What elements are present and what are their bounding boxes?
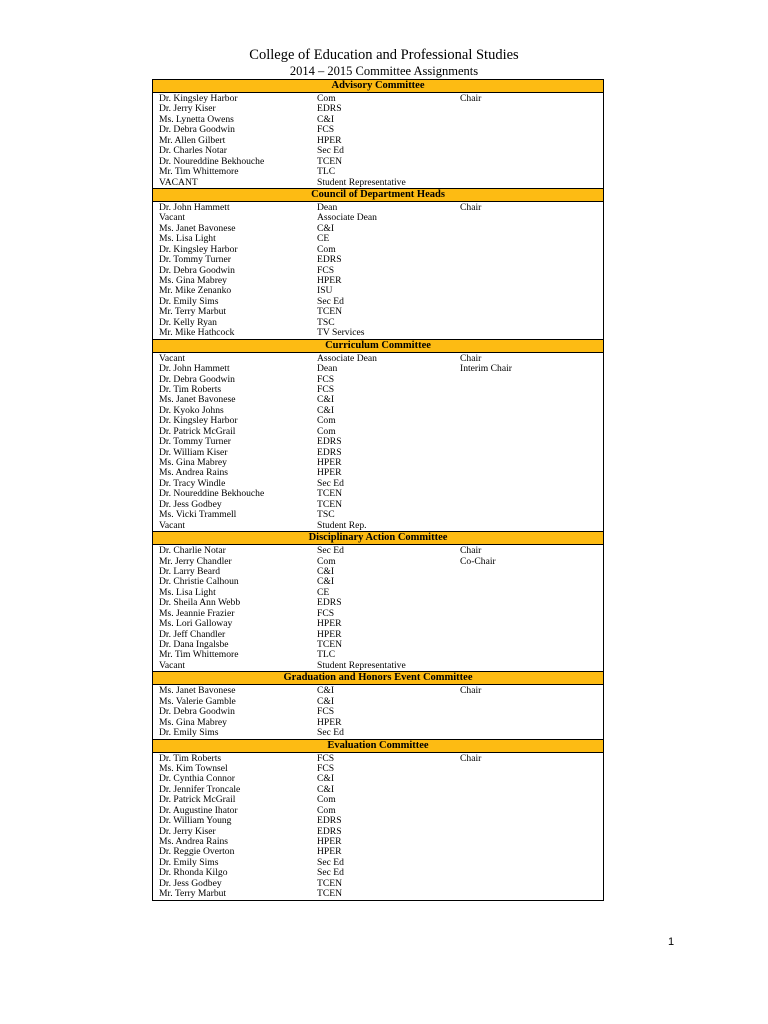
- member-role: Chair: [460, 201, 482, 213]
- member-department: C&I: [317, 773, 335, 785]
- member-department: HPER: [317, 618, 342, 630]
- member-department: C&I: [317, 113, 335, 125]
- member-department: EDRS: [317, 254, 342, 266]
- member-department: Dean: [317, 201, 338, 213]
- committee-section: [153, 188, 603, 339]
- member-department: TCEN: [317, 306, 343, 318]
- member-name: Dr. Kyoko Johns: [159, 404, 224, 416]
- member-department: FCS: [317, 607, 335, 619]
- member-department: FCS: [317, 373, 335, 385]
- member-name: Dr. Jeff Chandler: [159, 628, 226, 640]
- member-row: [153, 286, 603, 296]
- member-row: [153, 364, 603, 374]
- committee-section: [153, 531, 603, 671]
- member-name: Dr. Augustine Ihator: [159, 804, 238, 816]
- member-name: Mr. Jerry Chandler: [159, 555, 232, 567]
- member-name: Dr. Jerry Kiser: [159, 825, 216, 837]
- member-row: [153, 94, 603, 104]
- member-department: Associate Dean: [317, 352, 377, 364]
- member-department: TLC: [317, 166, 336, 178]
- member-row: [153, 847, 603, 857]
- member-role: Chair: [460, 752, 482, 764]
- member-department: Com: [317, 555, 336, 567]
- member-department: FCS: [317, 383, 335, 395]
- member-name: Ms. Janet Bavonese: [159, 222, 236, 234]
- member-row: [153, 224, 603, 234]
- member-department: HPER: [317, 275, 342, 286]
- committee-table: [152, 79, 604, 901]
- committee-member-list: [153, 685, 603, 738]
- document-title: College of Education and Professional Studies: [249, 47, 519, 63]
- member-name: Dr. Reggie Overton: [159, 846, 235, 858]
- member-name: Ms. Andrea Rains: [159, 467, 229, 479]
- member-row: [153, 178, 603, 188]
- member-row: [153, 546, 603, 556]
- committee-section: [153, 80, 603, 188]
- member-department: Student Rep.: [317, 519, 367, 531]
- member-row: [153, 557, 603, 567]
- member-name: VACANT: [159, 176, 198, 188]
- page-number: 1: [668, 936, 675, 948]
- member-department: EDRS: [317, 446, 342, 458]
- member-name: Dr. Jess Godbey: [159, 498, 222, 510]
- member-name: Dr. Tim Roberts: [159, 383, 222, 395]
- member-department: FCS: [317, 264, 335, 276]
- member-name: Ms. Jeannie Frazier: [159, 607, 235, 619]
- member-department: Sec Ed: [317, 727, 344, 739]
- member-name: Ms. Gina Mabrey: [159, 275, 227, 286]
- member-name: Ms. Janet Bavonese: [159, 685, 236, 697]
- member-department: Student Representative: [317, 176, 406, 188]
- member-name: Dr. Noureddine Bekhouche: [159, 488, 265, 500]
- committee-section: [153, 339, 603, 531]
- member-name: Mr. Tim Whittemore: [159, 166, 239, 178]
- member-name: Dr. Emily Sims: [159, 727, 219, 739]
- member-row: [153, 255, 603, 265]
- member-department: C&I: [317, 404, 335, 416]
- member-row: [153, 619, 603, 629]
- member-role: Chair: [460, 352, 482, 364]
- member-name: Dr. Emily Sims: [159, 295, 219, 307]
- member-department: C&I: [317, 576, 335, 588]
- member-name: Dr. William Kiser: [159, 446, 228, 458]
- member-name: Mr. Mike Hathcock: [159, 327, 235, 339]
- member-name: Dr. Jennifer Troncale: [159, 783, 241, 795]
- member-name: Dr. Charles Notar: [159, 145, 227, 157]
- member-department: TCEN: [317, 639, 343, 650]
- committee-header: Evaluation Committee: [153, 739, 603, 753]
- member-department: Com: [317, 804, 336, 816]
- member-name: Dr. John Hammett: [159, 363, 230, 375]
- committee-member-list: [153, 93, 603, 188]
- member-row: [153, 203, 603, 213]
- member-role: Co-Chair: [460, 555, 496, 567]
- member-department: Sec Ed: [317, 867, 344, 879]
- member-name: Dr. Cynthia Connor: [159, 773, 235, 785]
- member-name: Dr. Debra Goodwin: [159, 373, 235, 385]
- committee-header: Graduation and Honors Event Committee: [153, 671, 603, 685]
- member-row: [153, 328, 603, 338]
- member-role: Chair: [460, 685, 482, 697]
- committee-section: [153, 671, 603, 738]
- member-department: Associate Dean: [317, 212, 377, 224]
- member-department: C&I: [317, 783, 335, 795]
- member-name: Mr. Tim Whittemore: [159, 649, 239, 661]
- member-name: Dr. Tracy Windle: [159, 477, 226, 489]
- member-name: Ms. Gina Mabrey: [159, 457, 227, 468]
- page-header: [0, 47, 768, 79]
- member-name: Dr. Jerry Kiser: [159, 103, 216, 115]
- member-department: HPER: [317, 846, 342, 858]
- member-department: Sec Ed: [317, 545, 344, 557]
- member-row: [153, 521, 603, 531]
- member-row: [153, 889, 603, 899]
- member-name: Dr. Dana Ingalsbe: [159, 639, 229, 650]
- member-department: TCEN: [317, 888, 343, 900]
- member-department: Sec Ed: [317, 295, 344, 307]
- member-department: FCS: [317, 762, 335, 774]
- member-name: Dr. Rhonda Kilgo: [159, 867, 228, 879]
- member-row: [153, 728, 603, 738]
- member-name: Dr. Emily Sims: [159, 856, 219, 868]
- committee-header: Advisory Committee: [153, 80, 603, 93]
- member-name: Vacant: [159, 352, 186, 364]
- member-row: [153, 510, 603, 520]
- member-row: [153, 577, 603, 587]
- committee-member-list: [153, 202, 603, 339]
- member-department: TCEN: [317, 155, 343, 167]
- member-row: [153, 718, 603, 728]
- member-department: EDRS: [317, 103, 342, 115]
- member-name: Mr. Terry Marbut: [159, 306, 227, 318]
- member-row: [153, 816, 603, 826]
- member-name: Ms. Lisa Light: [159, 586, 216, 598]
- member-department: TV Services: [317, 327, 365, 339]
- member-department: EDRS: [317, 436, 342, 448]
- member-name: Dr. Kingsley Harbor: [159, 243, 238, 255]
- member-department: TCEN: [317, 877, 343, 889]
- member-department: TCEN: [317, 488, 343, 500]
- member-department: ISU: [317, 285, 333, 297]
- member-department: Com: [317, 794, 336, 806]
- member-department: Com: [317, 425, 336, 437]
- member-department: Com: [317, 93, 336, 104]
- member-row: [153, 307, 603, 317]
- member-department: CE: [317, 233, 330, 245]
- member-department: TCEN: [317, 498, 343, 510]
- member-department: TLC: [317, 649, 336, 661]
- member-name: Mr. Allen Gilbert: [159, 134, 226, 146]
- committee-header: Curriculum Committee: [153, 339, 603, 353]
- member-name: Vacant: [159, 519, 186, 531]
- document-subtitle: 2014 – 2015 Committee Assignments: [289, 64, 479, 78]
- member-department: HPER: [317, 716, 342, 728]
- member-name: Dr. Jess Godbey: [159, 877, 222, 889]
- member-department: TSC: [317, 509, 335, 521]
- member-department: Com: [317, 415, 336, 427]
- member-department: EDRS: [317, 825, 342, 837]
- member-department: Sec Ed: [317, 477, 344, 489]
- member-department: CE: [317, 586, 330, 598]
- member-name: Ms. Lynetta Owens: [159, 113, 234, 125]
- member-name: Dr. Patrick McGrail: [159, 425, 236, 437]
- committee-header: Council of Department Heads: [153, 188, 603, 202]
- member-department: FCS: [317, 752, 335, 764]
- member-name: Ms. Lisa Light: [159, 233, 216, 245]
- member-name: Ms. Gina Mabrey: [159, 716, 227, 728]
- member-name: Dr. Larry Beard: [159, 565, 221, 577]
- member-role: Chair: [460, 545, 482, 557]
- member-department: FCS: [317, 706, 335, 718]
- member-name: Dr. Christie Calhoun: [159, 576, 239, 588]
- member-name: Dr. Debra Goodwin: [159, 124, 235, 136]
- committee-member-list: [153, 353, 603, 531]
- member-name: Dr. William Young: [159, 815, 232, 827]
- member-name: Dr. Charlie Notar: [159, 545, 226, 557]
- member-name: Mr. Mike Zenanko: [159, 285, 232, 297]
- member-name: Vacant: [159, 659, 186, 671]
- member-name: Dr. Patrick McGrail: [159, 794, 236, 806]
- member-name: Dr. Debra Goodwin: [159, 264, 235, 276]
- member-department: TSC: [317, 316, 335, 328]
- member-role: Interim Chair: [460, 363, 512, 375]
- member-department: EDRS: [317, 597, 342, 609]
- member-department: C&I: [317, 685, 335, 697]
- member-name: Ms. Kim Townsel: [159, 762, 228, 774]
- member-name: Dr. Kelly Ryan: [159, 316, 217, 328]
- member-department: HPER: [317, 467, 342, 479]
- member-department: Sec Ed: [317, 856, 344, 868]
- committee-member-list: [153, 545, 603, 671]
- member-department: Student Representative: [317, 659, 406, 671]
- member-department: Dean: [317, 363, 338, 375]
- member-department: Com: [317, 243, 336, 255]
- member-department: C&I: [317, 695, 335, 707]
- member-name: Ms. Janet Bavonese: [159, 394, 236, 406]
- member-name: Ms. Lori Galloway: [159, 618, 233, 630]
- member-name: Ms. Valerie Gamble: [159, 695, 236, 707]
- member-row: [153, 661, 603, 671]
- member-name: Ms. Vicki Trammell: [159, 509, 237, 521]
- member-name: Dr. Noureddine Bekhouche: [159, 155, 265, 167]
- member-department: EDRS: [317, 815, 342, 827]
- member-name: Dr. Tommy Turner: [159, 436, 231, 448]
- member-row: [153, 437, 603, 447]
- member-name: Dr. Tommy Turner: [159, 254, 231, 266]
- member-name: Mr. Terry Marbut: [159, 888, 227, 900]
- member-name: Dr. John Hammett: [159, 201, 230, 213]
- member-department: HPER: [317, 457, 342, 468]
- member-role: Chair: [460, 93, 482, 104]
- member-name: Vacant: [159, 212, 186, 224]
- member-name: Dr. Debra Goodwin: [159, 706, 235, 718]
- member-department: C&I: [317, 565, 335, 577]
- committee-header: Disciplinary Action Committee: [153, 531, 603, 545]
- member-department: HPER: [317, 628, 342, 640]
- member-department: HPER: [317, 836, 342, 847]
- member-name: Dr. Tim Roberts: [159, 752, 222, 764]
- member-department: HPER: [317, 134, 342, 146]
- member-row: [153, 167, 603, 177]
- member-name: Ms. Andrea Rains: [159, 836, 229, 847]
- member-department: Sec Ed: [317, 145, 344, 157]
- committee-section: [153, 739, 603, 900]
- member-name: Dr. Kingsley Harbor: [159, 93, 238, 104]
- member-department: C&I: [317, 394, 335, 406]
- member-name: Dr. Sheila Ann Webb: [159, 597, 241, 609]
- committee-member-list: [153, 753, 603, 900]
- member-department: FCS: [317, 124, 335, 136]
- member-department: C&I: [317, 222, 335, 234]
- member-name: Dr. Kingsley Harbor: [159, 415, 238, 427]
